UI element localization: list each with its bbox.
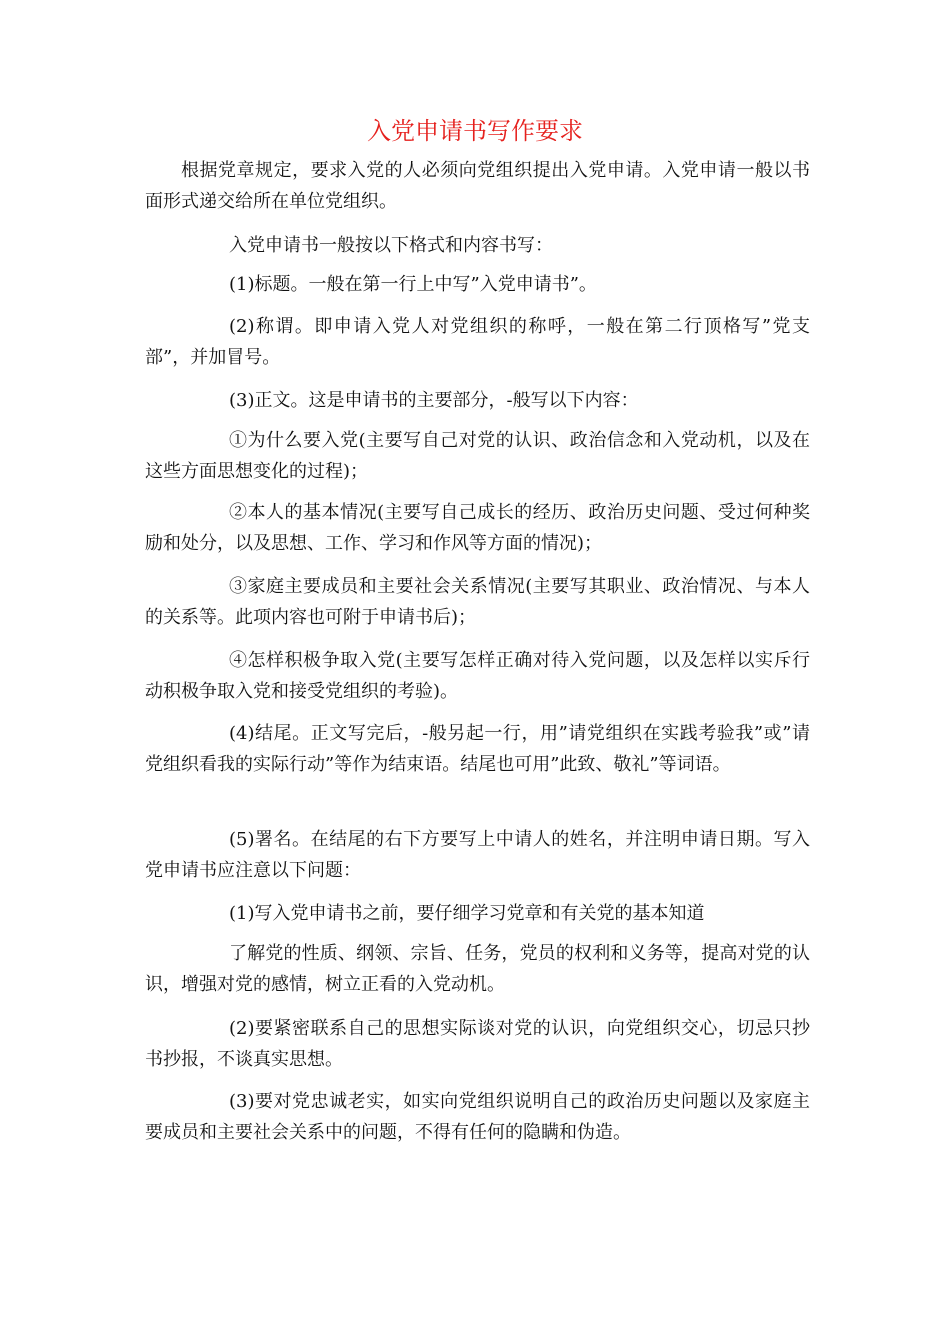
paragraph-body-rule: (3)正文。这是申请书的主要部分，-般写以下内容：: [229, 390, 639, 411]
paragraph-format-intro: 入党申请书一般按以下格式和内容书写：: [229, 235, 553, 256]
paragraph-ending-rule: (4)结尾。正文写完后，-般另起一行，用”请党组织在实践考验我”或”请党组织看我的实际行动”等作为结束语。结尾也可用”此致、敬礼”等词语。: [145, 723, 810, 775]
paragraph-salutation-rule: (2)称谓。即申请入党人对党组织的称呼，一般在第二行顶格写”党支部”，并加冒号。: [145, 316, 810, 368]
paragraph-body-item-3: ③家庭主要成员和主要社会关系情况(主要写其职业、政治情况、与本人的关系等。此项内容也可附于申请书后)；: [145, 576, 810, 628]
paragraph-note-1-detail: 了解党的性质、纲领、宗旨、任务，党员的权利和义务等，提高对党的认识，增强对党的感情，树立正看的入党动机。: [145, 943, 810, 995]
paragraph-signature-rule: (5)署名。在结尾的右下方要写上中请人的姓名，并注明申请日期。写入党申请书应注意以下问题：: [145, 829, 810, 881]
paragraph-body-item-4: ④怎样积极争取入党(主要写怎样正确对待入党问题，以及怎样以实斥行动积极争取入党和接受党组织的考验)。: [145, 650, 810, 702]
paragraph-title-rule: (1)标题。一般在第一行上中写”入党申请书”。: [229, 274, 597, 295]
document-title: 入党申请书写作要求: [367, 117, 583, 145]
paragraph-intro: 根据党章规定，要求入党的人必须向党组织提出入党申请。入党申请一般以书面形式递交给所在单位党组织。: [145, 160, 810, 212]
paragraph-note-3: (3)要对党忠诚老实，如实向党组织说明自己的政治历史问题以及家庭主要成员和主要社会关系中的问题，不得有任何的隐瞒和伪造。: [145, 1091, 810, 1143]
paragraph-note-2: (2)要紧密联系自己的思想实际谈对党的认识，向党组织交心，切忌只抄书抄报，不谈真实思想。: [145, 1018, 810, 1070]
paragraph-note-1: (1)写入党申请书之前，要仔细学习党章和有关党的基本知道: [229, 903, 705, 924]
paragraph-body-item-2: ②本人的基本情况(主要写自己成长的经历、政治历史问题、受过何种奖励和处分，以及思想、工作、学习和作风等方面的情况)；: [145, 502, 810, 554]
paragraph-body-item-1: ①为什么要入党(主要写自己对党的认识、政治信念和入党动机，以及在这些方面思想变化的过程)；: [145, 430, 810, 482]
